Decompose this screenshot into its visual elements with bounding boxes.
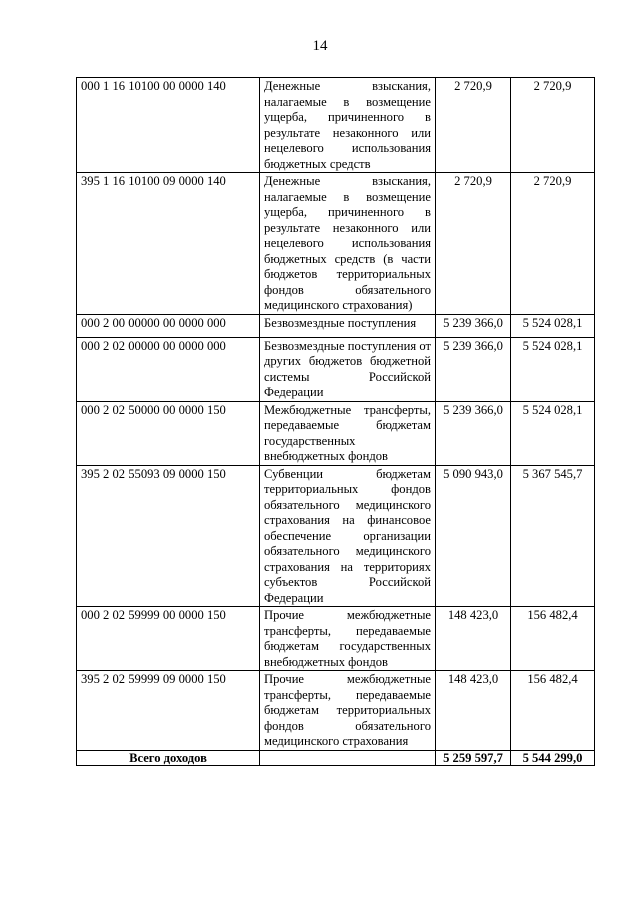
- table-row: [77, 173, 595, 315]
- row-value-2: 5 524 028,1: [511, 314, 595, 337]
- row-value-2: 156 482,4: [511, 607, 595, 671]
- row-description: Субвенции бюджетам территориальных фондов обязательного медицинского страхования на финансовое обеспечение организации обязательного медицинского страхования на территориях субъектов Российской Федерации: [260, 465, 436, 607]
- row-code: 000 2 00 00000 00 0000 000: [77, 314, 260, 337]
- row-value-1: 2 720,9: [436, 173, 511, 315]
- row-description: Прочие межбюджетные трансферты, передаваемые бюджетам территориальных фондов обязательного медицинского страхования: [260, 671, 436, 751]
- row-value-2: 5 524 028,1: [511, 401, 595, 465]
- revenue-table: [76, 77, 595, 766]
- row-code: 395 2 02 55093 09 0000 150: [77, 465, 260, 607]
- row-code: 000 2 02 59999 00 0000 150: [77, 607, 260, 671]
- table-row: [77, 671, 595, 751]
- row-code: 000 2 02 00000 00 0000 000: [77, 337, 260, 401]
- row-value-1: 5 090 943,0: [436, 465, 511, 607]
- row-value-1: 5 239 366,0: [436, 337, 511, 401]
- row-value-2: 156 482,4: [511, 671, 595, 751]
- table-row: [77, 314, 595, 337]
- table-row: [77, 607, 595, 671]
- total-value-1: 5 259 597,7: [436, 750, 511, 765]
- row-value-2: 2 720,9: [511, 173, 595, 315]
- total-row: [77, 750, 595, 765]
- row-value-2: 5 367 545,7: [511, 465, 595, 607]
- table-row: [77, 401, 595, 465]
- total-label: Всего доходов: [77, 750, 260, 765]
- table-row: [77, 465, 595, 607]
- row-code: 395 2 02 59999 09 0000 150: [77, 671, 260, 751]
- row-value-2: 5 524 028,1: [511, 337, 595, 401]
- table-row: [77, 337, 595, 401]
- total-value-2: 5 544 299,0: [511, 750, 595, 765]
- row-description: Прочие межбюджетные трансферты, передаваемые бюджетам государственных внебюджетных фондов: [260, 607, 436, 671]
- table-row: [77, 78, 595, 173]
- row-description: Безвозмездные поступления от других бюджетов бюджетной системы Российской Федерации: [260, 337, 436, 401]
- row-description: Безвозмездные поступления: [260, 314, 436, 337]
- row-code: 395 1 16 10100 09 0000 140: [77, 173, 260, 315]
- row-value-1: 148 423,0: [436, 671, 511, 751]
- row-value-1: 2 720,9: [436, 78, 511, 173]
- row-code: 000 1 16 10100 00 0000 140: [77, 78, 260, 173]
- row-description: Межбюджетные трансферты, передаваемые бюджетам государственных внебюджетных фондов: [260, 401, 436, 465]
- row-code: 000 2 02 50000 00 0000 150: [77, 401, 260, 465]
- total-description-empty: [260, 750, 436, 765]
- page-number: 14: [312, 38, 328, 54]
- row-value-1: 5 239 366,0: [436, 401, 511, 465]
- row-value-2: 2 720,9: [511, 78, 595, 173]
- row-value-1: 148 423,0: [436, 607, 511, 671]
- row-description: Денежные взыскания, налагаемые в возмещение ущерба, причиненного в результате незаконного или нецелевого использования бюджетных средств: [260, 78, 436, 173]
- row-value-1: 5 239 366,0: [436, 314, 511, 337]
- row-description: Денежные взыскания, налагаемые в возмещение ущерба, причиненного в результате незаконного или нецелевого использования бюджетных средств (в части бюджетов территориальных фондов обязательного медицинского страхования): [260, 173, 436, 315]
